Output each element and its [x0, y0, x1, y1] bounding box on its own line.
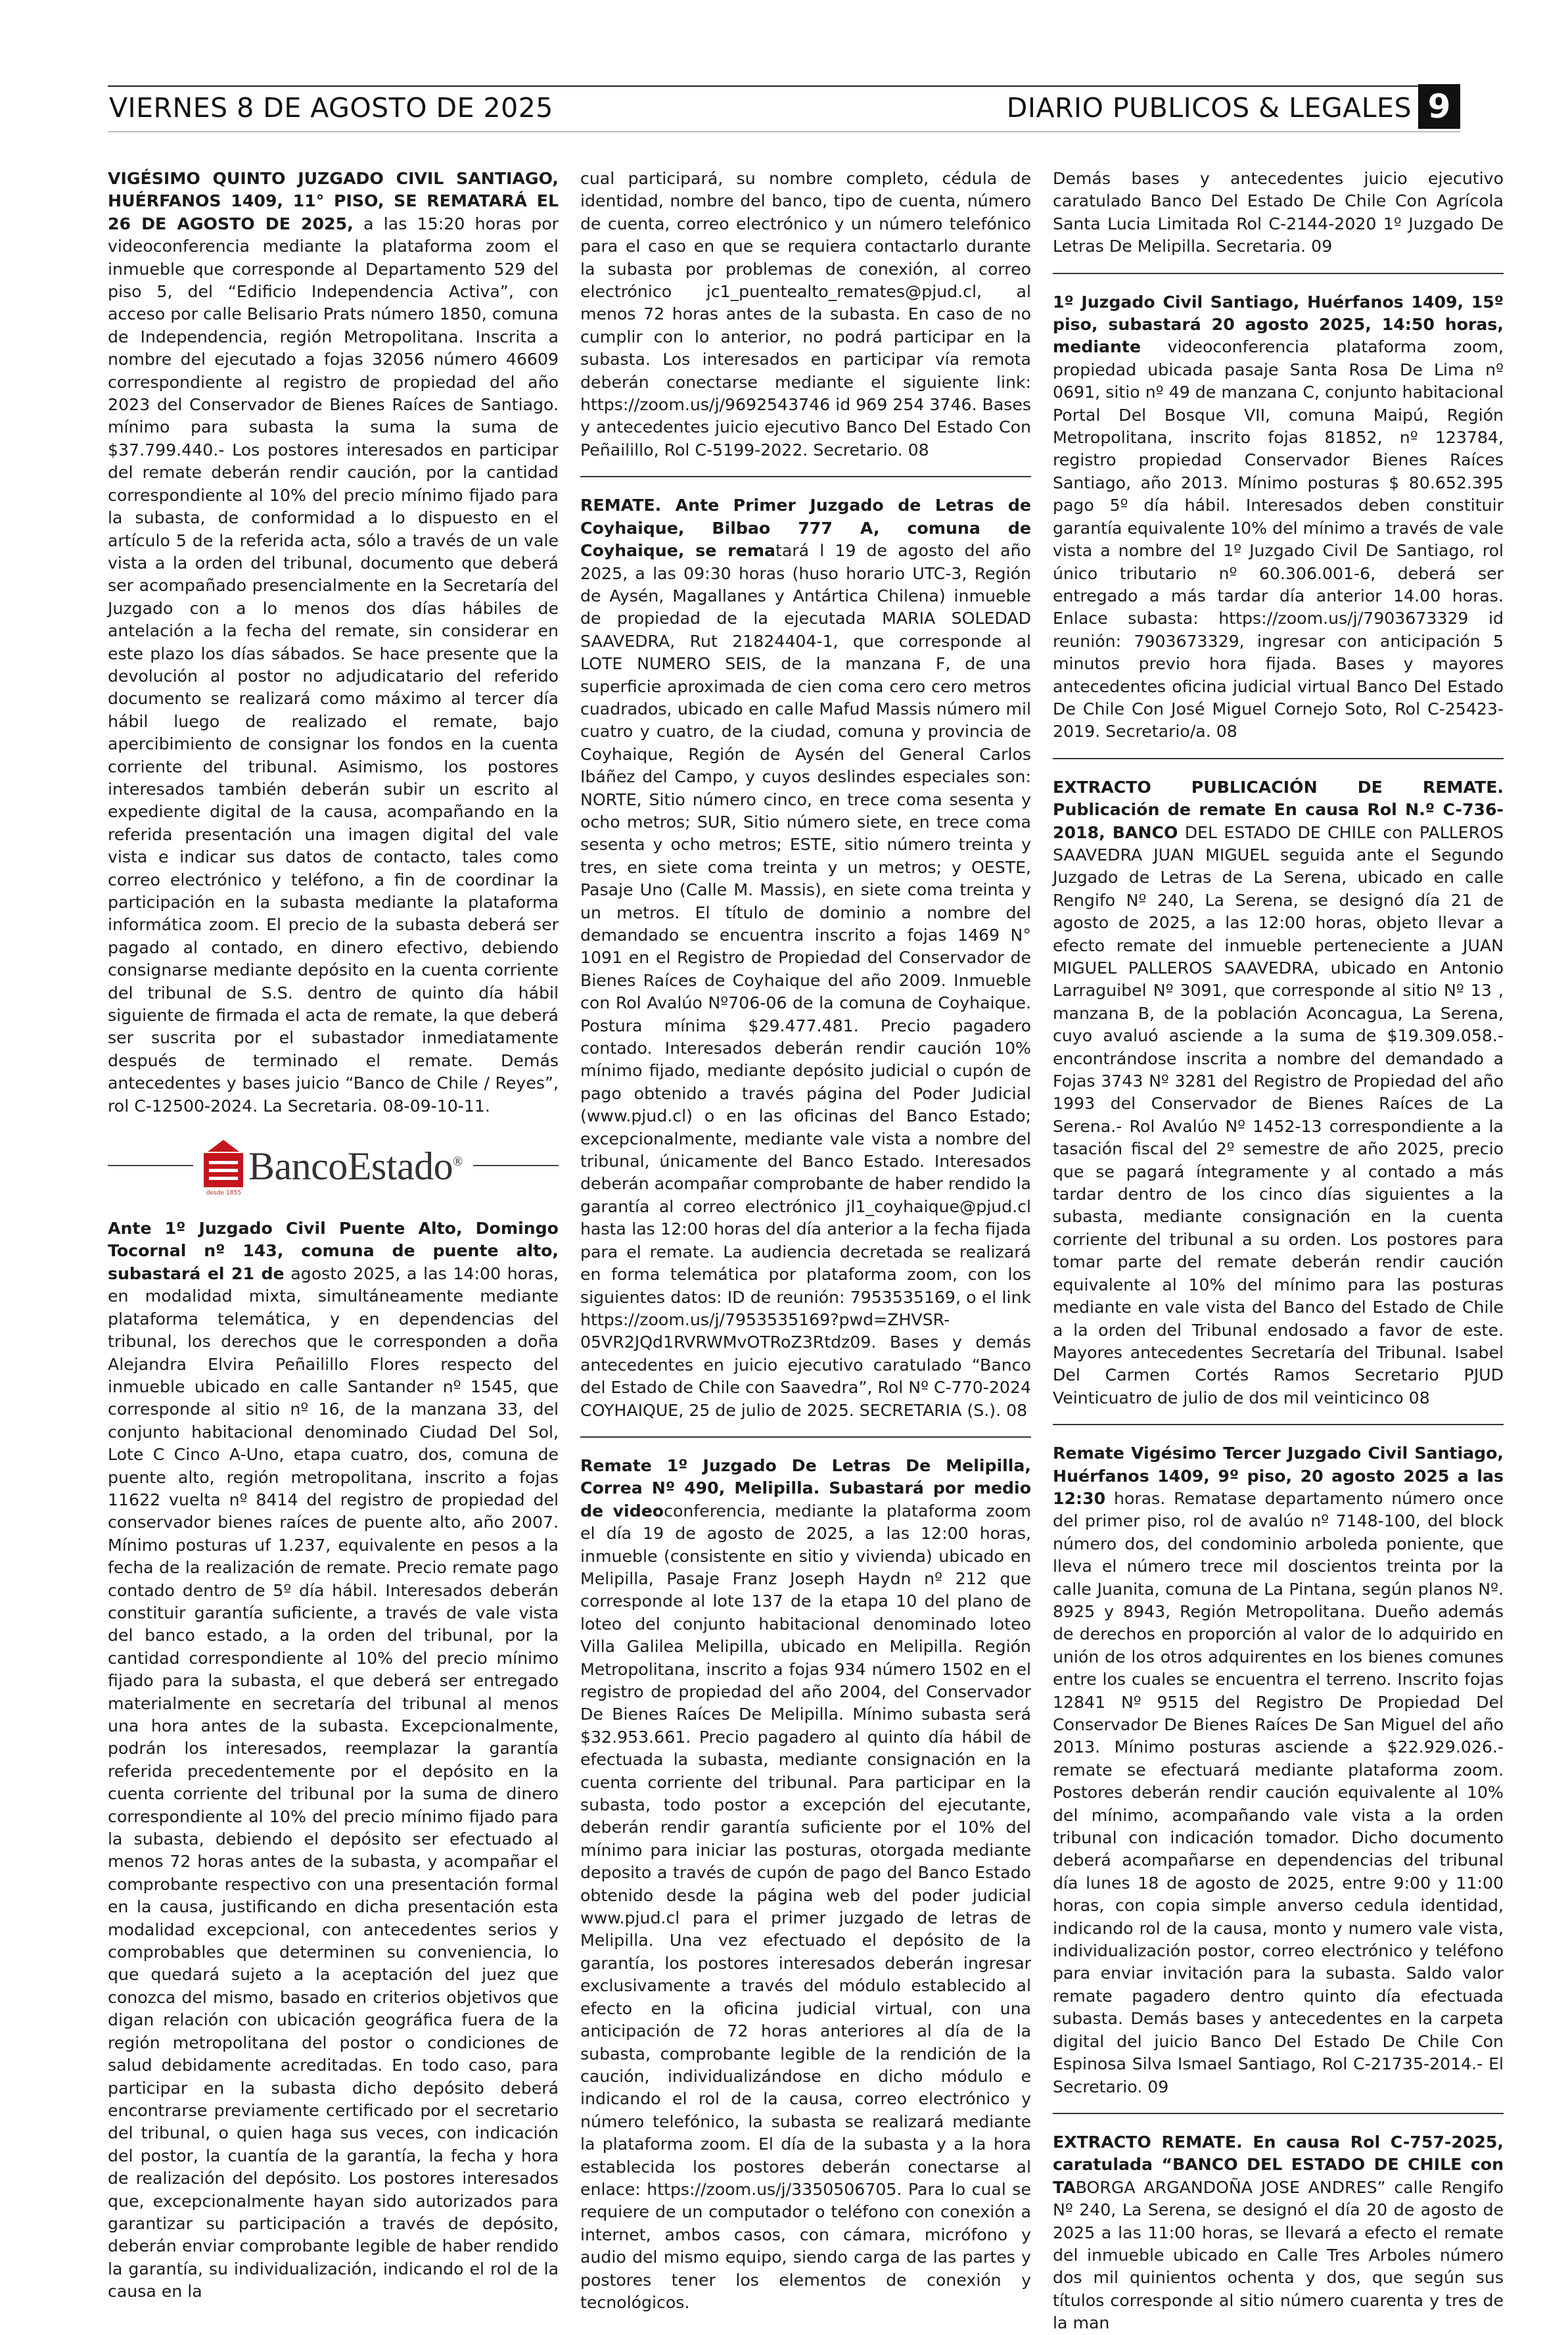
- notice-1-juzgado-civil-santiago: [1053, 291, 1504, 743]
- notice-heading: Remate Vigésimo Tercer Juzgado Civil Santiago, Huérfanos 1409, 9º piso, 20 agosto 2025 a las 12:30: [1053, 1444, 1504, 1508]
- notice-heading: Remate 1º Juzgado De Letras De Melipilla, Correa Nº 490, Melipilla. Subastará por medio de video: [580, 1455, 1031, 1521]
- notice-body: DEL ESTADO DE CHILE con PALLEROS SAAVEDRA JUAN MIGUEL seguida ante el Segundo Juzgado de Letras de La Serena, ubicado en calle Rengifo Nº 240, La Serena, se designó día 21 de agosto de 2025, a las 12:00 horas, objeto llevar a efecto remate del inmueble perteneciente a JUAN MIGUEL PALLEROS SAAVEDRA, ubicado en Antonio Larraguibel Nº 3091, que corresponde al sitio Nº 13 , manzana B, de la población Aconcagua, La Serena, cuyo avaluó asciende a la suma de $19.309.058.- encontrándose inscrita a nombre del demandado a Fojas 3743 Nº 3281 del Registro de Propiedad del año 1993 del Conservador de Bienes Raíces de La Serena.- Rol Avalúo Nº 1452-13 correspondiente a la tasación fiscal del 2º semestre de año 2025, precio que se pagará íntegramente y al contado a más tardar dentro de los cinco días siguientes a la subasta, mediante consignación en la cuenta corriente del tribunal a su orden. Los postores para tomar parte del remate deberán rendir caución equivalente al 10% del mínimo para las posturas mediante en vale vista del Banco del Estado de Chile a la orden del Tribunal endosado a favor de este. Mayores antecedentes Secretaría del Tribunal. Isabel Del Carmen Cortés Ramos Secretario PJUD Veinticuatro de julio de dos mil veinticinco 08: [1053, 822, 1504, 1407]
- notice-body: cual participará, su nombre completo, cédula de identidad, nombre del banco, tipo de cuenta, número de cuenta, correo electrónico y un número telefónico para el caso en que se requiera contactarlo durante la subasta por problemas de conexión, al correo electrónico jc1_puentealto_remates@pjud.cl, al menos 72 horas antes de la subasta. En caso de no cumplir con lo anterior, no podrá participar en la subasta. Los interesados en participar vía remota deberán conectarse mediante el siguiente link: https://zoom.us/j/9692543746 id 969 254 3746. Bases y antecedentes juicio ejecutivo Banco Del Estado Con Peñailillo, Rol C-5199-2022. Secretario. 08: [580, 169, 1031, 460]
- notice-separator: [1053, 1424, 1504, 1425]
- notice-body: tará l 19 de agosto del año 2025, a las 09:30 horas (huso horario UTC-3, Región de Aysén, Magallanes y Antártica Chilena) inmueble de propiedad de la ejecutada MARIA SOLEDAD SAAVEDRA, Rut 21824404-1, que corresponde al LOTE NUMERO SEIS, de la manzana F, de una superficie aproximada de cien coma cero cero metros cuadrados, ubicado en calle Mafud Massis número mil cuatro y cuatro, de la ciudad, comuna y provincia de Coyhaique, Región de Aysén del General Carlos Ibáñez del Campo, y cuyos deslindes especiales son: NORTE, Sitio número cinco, en trece coma sesenta y ocho metros; SUR, Sitio número siete, en trece coma sesenta y ocho metros; ESTE, sitio número treinta y tres, en siete coma treinta y un metros; y OESTE, Pasaje Uno (Calle M. Massis), en siete coma treinta y un metros. El título de dominio a nombre del demandado se encuentra inscrito a fojas 1469 N° 1091 en el Registro de Propiedad del Conservador de Bienes Raíces de Coyhaique del año 2009. Inmueble con Rol Avalúo Nº706-06 de la comuna de Coyhaique. Postura mínima $29.477.481. Precio pagadero contado. Interesados deberán rendir caución 10% mínimo fijado, mediante depósito judicial o cupón de pago obtenido a través página del Poder Judicial (www.pjud.cl) o en las oficinas del Banco Estado; excepcionalmente, mediante vale vista a nombre del tribunal, únicamente del Banco Estado. Interesados deberán acompañar comprobante de haber rendido la garantía al correo electrónico jl1_coyhaique@pjud.cl hasta las 12:00 horas del día anterior a la fecha fijada para el remate. La audiencia decretada se realizará en forma telemática por plataforma zoom, con los siguientes datos: ID de reunión: 7953535169, o el link https://zoom.us/j/7953535169?pwd=ZHVSR-05VR2JQd1RVRWMvOTRoZ3Rtdz09. Bases y demás antecedentes en juicio ejecutivo caratulado “Banco del Estado de Chile con Saavedra”, Rol Nº C-770-2024 COYHAIQUE, 25 de julio de 2025. SECRETARIA (S.). 08: [580, 541, 1031, 1420]
- notice-heading: REMATE. Ante Primer Juzgado de Letras de Coyhaique, Bilbao 777 A, comuna de Coyhaique, se rema: [580, 496, 1031, 561]
- notice-body: agosto 2025, a las 14:00 horas, en modalidad mixta, simultáneamente mediante plataforma telemática, y en dependencias del tribunal, los derechos que le corresponden a doña Alejandra Elvira Peñailillo Flores respecto del inmueble ubicado en calle Santander nº 1545, que corresponde al sitio nº 16, de la manzana 33, del conjunto habitacional denominado Ciudad Del Sol, Lote C Cinco A-Uno, etapa cuatro, dos, comuna de puente alto, región metropolitana, inscrito a fojas 11622 vuelta nº 8414 del registro de propiedad del conservador bienes raíces de puente alto, año 2007. Mínimo posturas uf 1.237, equivalente en pesos a la fecha de la realización de remate. Precio remate pago contado dentro de 5º día hábil. Interesados deberán constituir garantía suficiente, a través de vale vista del banco estado, a la orden del tribunal, por la cantidad correspondiente al 10% del precio mínimo fijado para la subasta, el que deberá ser entregado materialmente en secretaría del tribunal al menos una hora antes de la subasta. Excepcionalmente, podrán los interesados, reemplazar la garantía referida precedentemente por el depósito en la cuenta corriente del tribunal por la suma de dinero correspondiente al 10% del precio mínimo fijado para la subasta, debiendo el depósito ser efectuado al menos 72 horas antes de la subasta, y acompañar el comprobante respectivo con una presentación formal en la causa, justificando en dicha presentación esta modalidad excepcional, con antecedentes serios y comprobables que determinen su conveniencia, lo que quedará sujeto a la aceptación del juez que conozca del mismo, basado en criterios objetivos que digan relación con ubicación geográfica fuera de la región metropolitana del postor o condiciones de salud debidamente acreditadas. En todo caso, para participar en la subasta dicho depósito deberá encontrarse previamente certificado por el secretario del tribunal, o quien haga sus veces, con indicación del postor, la cuantía de la garantía, la fecha y hora de realización del depósito. Los postores interesados que, excepcionalmente hayan sido autorizados para garantizar su participación a través de depósito, deberán enviar comprobante legible de haber rendido la garantía, su individualización, indicando el rol de la causa en la: [108, 1263, 559, 2301]
- notice-25-juzgado-civil: [108, 168, 559, 1118]
- notice-heading: Ante 1º Juzgado Civil Puente Alto, Domingo Tocornal nº 143, comuna de puente alto, subastará el 21 de: [108, 1219, 559, 1283]
- bancoestado-logo-icon: [204, 1139, 243, 1187]
- bancoestado-logo-text: BancoEstado®: [248, 1144, 463, 1189]
- header-bottom-rule: [108, 131, 1460, 132]
- notice-separator: [580, 1436, 1031, 1438]
- notice-heading: 1º Juzgado Civil Santiago, Huérfanos 1409, 15º piso, subastará 20 agosto 2025, 14:50 horas, mediante: [1053, 292, 1504, 357]
- notice-separator: [1053, 2113, 1504, 2114]
- notice-body: a las 15:20 horas por videoconferencia mediante la plataforma zoom el inmueble que corresponde al Departamento 529 del piso 5, del “Edificio Independencia Activa”, con acceso por calle Belisario Prats número 1850, comuna de Independencia, región Metropolitana. Inscrita a nombre del ejecutado a fojas 32056 número 46609 correspondiente al registro de propiedad del año 2023 del Conservador de Bienes Raíces de Santiago. mínimo para subasta la suma la suma de $37.799.440.- Los postores interesados en participar del remate deberán rendir caución, por la cantidad correspondiente al 10% del precio mínimo fijado para la subasta, de conformidad a lo dispuesto en el artículo 5 de la referida acta, sólo a través de un vale vista a la orden del tribunal, documento que deberá ser acompañado presencialmente en la Secretaría del Juzgado con a lo menos dos días hábiles de antelación a la fecha del remate, sin considerar en este plazo los días sábados. Se hace presente que la devolución al postor no adjudicatario del referido documento se realizará como máximo al tercer día hábil luego de realizado el remate, bajo apercibimiento de consignar los fondos en la cuenta corriente del tribunal. Asimismo, los postores interesados también deberán subir un escrito al expediente digital de la causa, acompañando en la referida presentación una imagen digital del vale vista e indicar sus datos de contacto, tales como correo electrónico y teléfono, a fin de coordinar la participación en la subasta mediante la plataforma informática zoom. El precio de la subasta deberá ser pagado al contado, en dinero efectivo, debiendo consignarse mediante depósito en la cuenta corriente del tribunal de S.S. dentro de quinto día hábil siguiente de firmada el acta de remate, la que deberá ser suscrita por el subastador inmediatamente después de terminado el remate. Demás antecedentes y bases juicio “Banco de Chile / Reyes”, rol C-12500-2024. La Secretaria. 08-09-10-11.: [108, 214, 559, 1116]
- notice-coyhaique: [580, 494, 1031, 1422]
- notice-separator: [580, 476, 1031, 477]
- column-1: [108, 168, 559, 2301]
- bancoestado-logo-band: [108, 1127, 559, 1206]
- notice-body: Demás bases y antecedentes juicio ejecutivo caratulado Banco Del Estado De Chile Con Agrícola Santa Lucia Limitada Rol C-2144-2020 1º Juzgado De Letras De Melipilla. Secretaria. 09: [1053, 169, 1504, 256]
- notice-separator: [1053, 273, 1504, 274]
- header-date: VIERNES 8 DE AGOSTO DE 2025: [109, 92, 553, 124]
- notice-puente-alto-continued: [580, 168, 1031, 461]
- notice-23-juzgado-civil: [1053, 1442, 1504, 2098]
- notice-heading: EXTRACTO PUBLICACIÓN DE REMATE. Publicación de remate En causa Rol N.º C-736-2018, BANCO: [1053, 777, 1504, 842]
- notice-heading: EXTRACTO REMATE. En causa Rol C-757-2025, caratulada “BANCO DEL ESTADO DE CHILE con TA: [1053, 2132, 1504, 2197]
- header-top-rule: [108, 85, 1460, 87]
- notice-la-serena-palleros: [1053, 776, 1504, 1409]
- bancoestado-logo-sub: desde 1855: [206, 1190, 241, 1197]
- notice-heading: VIGÉSIMO QUINTO JUZGADO CIVIL SANTIAGO, HUÉRFANOS 1409, 11° PISO, SE REMATARÁ EL 26 DE AGOSTO DE 2025,: [108, 169, 559, 233]
- notice-body: horas. Rematase departamento número once del primer piso, rol de avalúo nº 7148-100, del block número dos, del condominio arboleda poniente, que lleva el número trece mil doscientos treinta por la calle Juanita, comuna de La Pintana, según planos Nº. 8925 y 8943, Región Metropolitana. Dueño además de derechos en proporción al valor de lo adquirido en unión de los otros adquirentes en los bienes comunes entre los cuales se encuentra el terreno. Inscrito fojas 12841 Nº 9515 del Registro De Propiedad Del Conservador De Bienes Raíces De San Miguel del año 2013. Mínimo posturas asciende a $22.929.026.- remate se efectuará mediante plataforma zoom. Postores deberán rendir caución equivalente al 10% del mínimo, acompañando vale vista a la orden tribunal con indicación tomador. Dicho documento deberá acompañarse en dependencias del tribunal día lunes 18 de agosto de 2025, entre 9:00 y 11:00 horas, con copia simple anverso cedula identidad, indicando rol de la causa, monto y numero vale vista, individualización postor, correo electrónico y teléfono para enviar invitación para la subasta. Saldo valor remate pagadero dentro quinto día efectuada subasta. Demás bases y antecedentes en la carpeta digital del juicio Banco Del Estado De Chile Con Espinosa Silva Ismael Santiago, Rol C-21735-2014.- El Secretario. 09: [1053, 1488, 1504, 2096]
- notice-puente-alto: [108, 1217, 559, 2303]
- notice-separator: [1053, 758, 1504, 759]
- column-2: [580, 168, 1031, 2312]
- page-number: 9: [1418, 84, 1460, 129]
- notice-la-serena-taborga: [1053, 2131, 1504, 2335]
- notice-melipilla: [580, 1455, 1031, 2314]
- notice-melipilla-continued: [1053, 168, 1504, 258]
- header-paper-name: DIARIO PUBLICOS & LEGALES: [1006, 92, 1412, 124]
- notice-body: conferencia, mediante la plataforma zoom el día 19 de agosto de 2025, a las 12:00 horas, inmueble (consistente en sitio y vivienda) ubicado en Melipilla, Pasaje Franz Joseph Haydn nº 212 que corresponde al lote 137 de la etapa 10 del plano de loteo del conjunto habitacional denominado loteo Villa Galilea Melipilla, ubicado en Melipilla. Región Metropolitana, inscrito a fojas 934 número 1502 en el registro de propiedad del año 2004, del Conservador De Bienes Raíces De Melipilla. Mínimo subasta será $32.953.661. Precio pagadero al quinto día hábil de efectuada la subasta, mediante consignación en la cuenta corriente del tribunal. Para participar en la subasta, todo postor a excepción del ejecutante, deberán rendir garantía suficiente por el 10% del mínimo para iniciar las posturas, otorgada mediante deposito a través de cupón de pago del Banco Estado obtenido desde la página web del poder judicial www.pjud.cl para el primer juzgado de letras de Melipilla. Una vez efectuado el depósito de la garantía, los postores interesados deberán ingresar exclusivamente a través del módulo establecido al efecto en la oficina judicial virtual, con una anticipación de 72 horas anteriores al día de la subasta, comprobante legible de la rendición de la caución, individualizándose en dicho módulo e indicando el rol de la causa, correo electrónico y número telefónico, la subasta se realizará mediante la plataforma zoom. El día de la subasta y a la hora establecida los postores deberán conectarse al enlace: https://zoom.us/j/3350506705. Para lo cual se requiere de un computador o teléfono con conexión a internet, ambos casos, con cámara, micrófono y audio del mismo equipo, siendo carga de las partes y postores tener los elementos de conexión y tecnológicos.: [580, 1501, 1031, 2312]
- logo-left-rule: [108, 1165, 193, 1166]
- page-header: [108, 74, 1460, 153]
- column-3: [1053, 168, 1504, 2333]
- logo-right-rule: [473, 1165, 559, 1166]
- notice-body: BORGA ARGANDOÑA JOSE ANDRES” calle Rengifo Nº 240, La Serena, se designó el día 20 de agosto de 2025 a las 11:00 horas, se llevará a efecto el remate del inmueble ubicado en Calle Tres Arboles número dos mil quinientos ochenta y dos, que según sus títulos corresponde al sitio número cuarenta y tres de la man: [1053, 2177, 1504, 2333]
- notice-body: videoconferencia plataforma zoom, propiedad ubicada pasaje Santa Rosa De Lima nº 0691, sitio nº 49 de manzana C, conjunto habitacional Portal Del Bosque VII, comuna Maipú, Región Metropolitana, inscrito fojas 81852, nº 123784, registro propiedad Conservador Bienes Raíces Santiago, año 2013. Mínimo posturas $ 80.652.395 pago 5º día hábil. Interesados deben constituir garantía equivalente 10% del mínimo a través de vale vista a nombre del 1º Juzgado Civil De Santiago, rol único tributario nº 60.306.001-6, deberá ser entregado a más tardar día anterior 14.00 horas. Enlace subasta: https://zoom.us/j/7903673329 id reunión: 7903673329, ingresar con anticipación 5 minutos previo hora fijada. Bases y mayores antecedentes oficina judicial virtual Banco Del Estado De Chile Con José Miguel Cornejo Soto, Rol C-25423-2019. Secretario/a. 08: [1053, 337, 1504, 742]
